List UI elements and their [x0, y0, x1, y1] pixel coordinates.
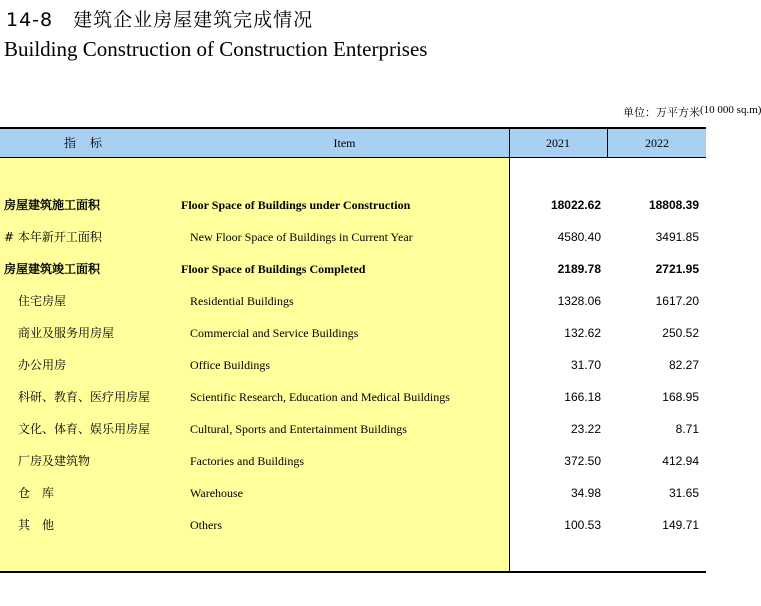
row-label-en: Office Buildings: [190, 358, 271, 372]
table-row: [0, 227, 706, 247]
row-label-en: Warehouse: [190, 486, 244, 500]
row-label-en: Scientific Research, Education and Medical Buildings: [190, 390, 450, 404]
row-label-cn: 科研、教育、医疗用房屋: [18, 390, 151, 404]
row-label-cn: 住宅房屋: [18, 294, 67, 308]
table-row: [0, 483, 706, 503]
data-table: [0, 127, 706, 573]
table-row: [0, 323, 706, 343]
row-label-cn: 商业及服务用房屋: [18, 326, 115, 340]
unit-label: [623, 104, 761, 120]
row-label-cn: 其 他: [18, 518, 55, 532]
value-2021: 31.70: [570, 358, 601, 372]
page-title-en: Building Construction of Construction Enterprises: [4, 37, 428, 61]
row-label-cn: 仓 库: [18, 486, 55, 500]
table-row: [0, 355, 706, 375]
value-2022: 412.94: [662, 454, 699, 468]
table-row: [0, 515, 706, 535]
table-header-rule: [0, 157, 706, 158]
value-2021: 23.22: [570, 422, 601, 436]
value-2021: 1328.06: [557, 294, 601, 308]
row-label-en: Commercial and Service Buildings: [190, 326, 359, 340]
value-2022: 250.52: [662, 326, 699, 340]
row-label-en: Floor Space of Buildings under Construction: [181, 198, 411, 212]
value-2021: 18022.62: [550, 198, 601, 212]
value-2021: 372.50: [564, 454, 601, 468]
row-label-cn: 房屋建筑竣工面积: [4, 262, 101, 276]
row-label-cn: 厂房及建筑物: [18, 454, 91, 468]
value-2021: 166.18: [564, 390, 601, 404]
row-label-cn: 房屋建筑施工面积: [4, 198, 101, 212]
unit-en: (10 000 sq.m): [700, 104, 761, 116]
value-2022: 3491.85: [655, 230, 699, 244]
value-2022: 8.71: [675, 422, 699, 436]
header-item: Item: [333, 136, 356, 150]
value-2022: 168.95: [662, 390, 699, 404]
value-2022: 149.71: [662, 518, 699, 532]
header-indicator: 指标: [63, 136, 116, 150]
value-2022: 2721.95: [655, 262, 699, 276]
row-label-cn: # 本年新开工面积: [4, 230, 102, 244]
row-label-en: Residential Buildings: [190, 294, 294, 308]
table-row: [0, 291, 706, 311]
unit-cn: 单位：万平方米: [623, 106, 700, 119]
header-year-2022: 2022: [645, 136, 669, 150]
table-row: [0, 419, 706, 439]
header-year-2021: 2021: [546, 136, 570, 150]
value-2021: 2189.78: [557, 262, 601, 276]
row-label-en: Floor Space of Buildings Completed: [181, 262, 366, 276]
row-label-en: Factories and Buildings: [190, 454, 304, 468]
value-2021: 100.53: [564, 518, 601, 532]
row-label-cn: 办公用房: [18, 358, 67, 372]
table-bottom-rule: [0, 571, 706, 573]
row-label-en: New Floor Space of Buildings in Current Year: [190, 230, 413, 244]
value-2021: 132.62: [564, 326, 601, 340]
row-label-cn: 文化、体育、娱乐用房屋: [18, 422, 151, 436]
value-2021: 4580.40: [557, 230, 601, 244]
row-label-en: Others: [190, 518, 222, 532]
page-title-cn: 14-8 建筑企业房屋建筑完成情况: [6, 9, 314, 31]
table-row: [0, 451, 706, 471]
value-2022: 31.65: [668, 486, 699, 500]
table-row: [0, 195, 706, 215]
value-2021: 34.98: [570, 486, 601, 500]
table-row: [0, 259, 706, 279]
value-2022: 82.27: [668, 358, 699, 372]
row-label-en: Cultural, Sports and Entertainment Buildings: [190, 422, 407, 436]
value-2022: 18808.39: [648, 198, 699, 212]
table-row: [0, 387, 706, 407]
value-2022: 1617.20: [655, 294, 699, 308]
